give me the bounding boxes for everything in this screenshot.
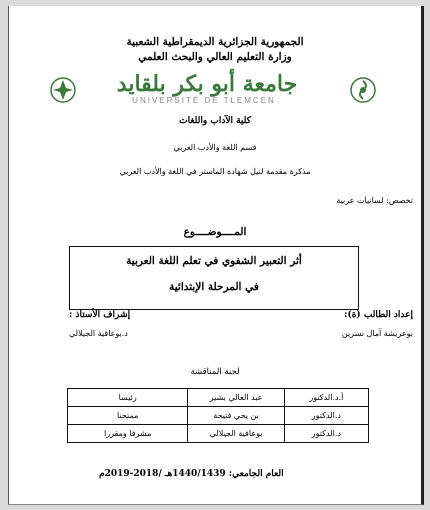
table-row [68,389,369,407]
specialty: تخصص: لسانيات عربية [336,196,413,205]
university-logo [49,72,385,112]
faculty-name: كلية الآداب واللغات [179,116,251,126]
jury-rank: أ.د.الدكتور [284,389,368,407]
table-row [68,407,369,425]
jury-rank: د.الدكتور [284,407,368,425]
table-row [68,425,369,443]
jury-name: بن يحي فتيحة [188,407,284,425]
jury-role: مشرفا ومقررا [68,425,188,443]
thesis-title-box [69,246,359,310]
university-name-latin: UNIVERSITÉ DE TLEMCEN [132,96,276,105]
supervisor-name: د.بوعافية الجيلالي [69,329,128,338]
subject-label: المــــوضــــوع [183,226,247,238]
department-name: قسم اللغة والأدب العربي [173,143,257,152]
academic-year-value: 1440/1439هـ /2018-2019م [99,469,226,479]
prepared-by-label: إعداد الطالب (ة): [344,310,413,320]
jury-rank: د.الدكتور [284,425,368,443]
jury-role: رئيسا [68,389,188,407]
thesis-title-line2: في المرحلة الإبتدائية [169,281,259,293]
jury-name: عبد العالي بشير [188,389,284,407]
university-name-arabic: جامعة أبو بكر بلقايد [116,71,298,97]
student-name: بوعريشة آمال نسرين [341,329,413,338]
ministry-heading: وزارة التعليم العالي والبحث العلمي [138,51,292,63]
thesis-title-line1: أثر التعبير الشفوي في تعلم اللغة العربية [126,255,302,267]
jury-table [67,388,369,443]
republic-heading: الجمهورية الجزائرية الديمقراطية الشعبية [126,36,304,48]
university-emblem-left-icon [49,76,77,104]
supervisor-label: إشراف الأستاذ : [69,310,131,320]
academic-year [99,469,284,479]
jury-name: بوعافية الجيلالي [188,425,284,443]
academic-year-label: العام الجامعي: [228,469,284,479]
jury-role: ممتحنا [68,407,188,425]
document-page [8,6,424,505]
university-emblem-right-icon [349,76,377,104]
jury-title: لجنة المناقشة [190,367,240,377]
memo-note: مذكرة مقدمة لنيل شهادة الماستر في اللغة والأدب العربي [119,167,311,176]
